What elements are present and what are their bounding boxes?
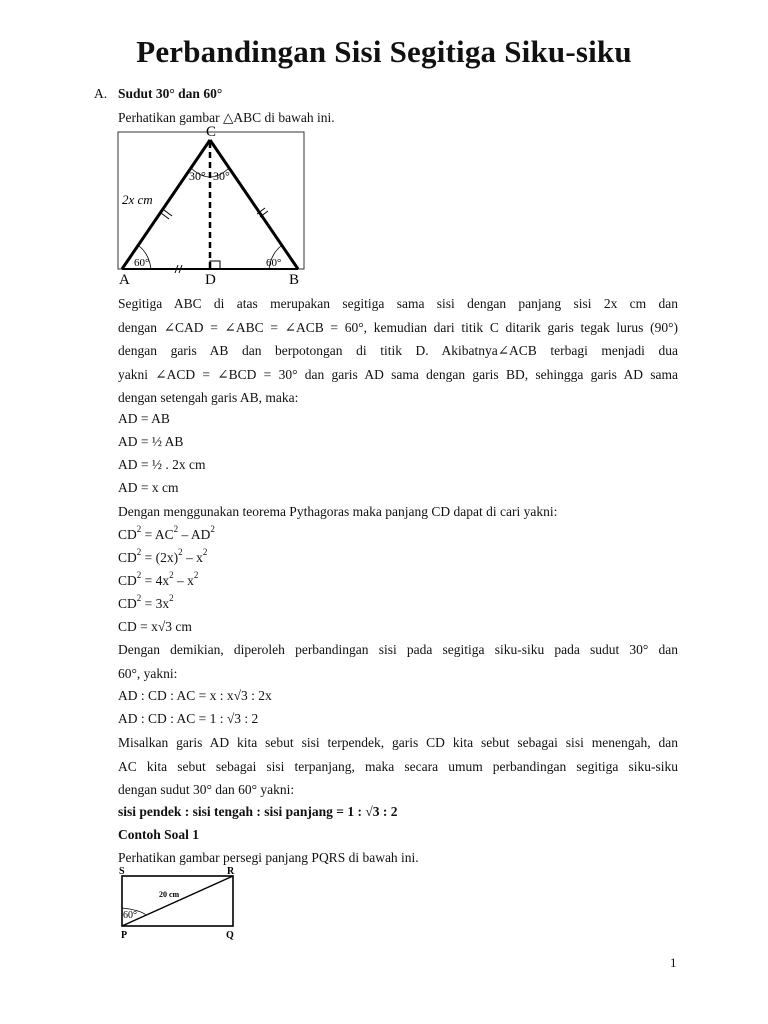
cd-step: $CD^2 = 3x^2$ bbox=[118, 592, 174, 611]
explanation-line: yakni ∠ACD = ∠BCD = 30° dan garis AD sama dengan garis BD, sehingga garis AD sama bbox=[118, 366, 678, 382]
ratio-line: AD : CD : AC = 1 : √3 : 2 bbox=[118, 711, 259, 726]
section-heading: Sudut 30° dan 60° bbox=[118, 86, 223, 101]
general-paragraph bbox=[118, 731, 678, 802]
diagonal-length-label: 20 cm bbox=[159, 890, 180, 899]
general-line: AC kita sebut sebagai sisi terpanjang, maka secara umum perbandingan segitiga siku-siku bbox=[118, 758, 678, 774]
ratio-line: AD : CD : AC = x : x√3 : 2x bbox=[118, 688, 272, 703]
vertex-s-label: S bbox=[119, 866, 125, 877]
cd-step: $CD^2 = 4x^2 - x^2$ bbox=[118, 569, 199, 588]
cd-step: CD = x√3 cm bbox=[118, 619, 192, 634]
rectangle-pqrs-figure bbox=[118, 864, 248, 944]
explanation-line: dengan garis AB dan berpotongan di titik D. Akibatnya∠ACB terbagi menjadi dua bbox=[118, 343, 678, 359]
example-text: Perhatikan gambar persegi panjang PQRS di bawah ini. bbox=[118, 850, 419, 865]
angle-c-right-label: 30° bbox=[213, 169, 230, 183]
angle-a-label: 60° bbox=[134, 257, 150, 269]
ad-step: AD = ½ AB bbox=[118, 434, 184, 449]
point-d-label: D bbox=[205, 272, 216, 288]
vertex-p-label: P bbox=[121, 930, 128, 941]
pythagoras-intro: Dengan menggunakan teorema Pythagoras maka panjang CD dapat di cari yakni: bbox=[118, 504, 558, 519]
vertex-a-label: A bbox=[119, 272, 130, 288]
side-length-label: 2x cm bbox=[122, 192, 153, 207]
cd-step: $CD^2 = AC^2 - AD^2$ bbox=[118, 523, 215, 542]
angle-b-label: 60° bbox=[266, 257, 282, 269]
ad-step: AD = AB bbox=[118, 411, 170, 426]
page-title: Perbandingan Sisi Segitiga Siku-siku bbox=[136, 34, 632, 69]
angle-p-label: 60° bbox=[123, 910, 137, 921]
ratio-intro-paragraph bbox=[118, 638, 678, 685]
ratio-intro-line: Dengan demikian, diperoleh perbandingan sisi pada segitiga siku-siku pada sudut 30° dan bbox=[118, 642, 678, 657]
example-title: Contoh Soal 1 bbox=[118, 827, 200, 842]
ratio-rule: sisi pendek : sisi tengah : sisi panjang = 1 : √3 : 2 bbox=[118, 804, 398, 819]
section-letter: A. bbox=[94, 86, 108, 101]
cd-step: $CD^2 = (2x)^2 - x^2$ bbox=[118, 546, 208, 565]
ratio-intro-line: 60°, yakni: bbox=[118, 665, 178, 681]
vertex-q-label: Q bbox=[226, 930, 234, 941]
vertex-c-label: C bbox=[206, 124, 217, 140]
explanation-paragraph bbox=[118, 292, 678, 410]
triangle-abc-figure bbox=[117, 124, 307, 288]
intro-text: Perhatikan gambar △ABC di bawah ini. bbox=[118, 110, 335, 125]
general-line: dengan sudut 30° dan 60° yakni: bbox=[118, 782, 295, 798]
vertex-r-label: R bbox=[227, 866, 235, 877]
angle-c-left-label: 30° bbox=[189, 169, 206, 183]
page-number: 1 bbox=[670, 955, 677, 970]
ad-step: AD = ½ . 2x cm bbox=[118, 457, 206, 472]
explanation-line: dengan ∠CAD = ∠ABC = ∠ACB = 60°, kemudian dari titik C ditarik garis tegak lurus (90°) bbox=[118, 319, 678, 335]
vertex-b-label: B bbox=[289, 272, 300, 288]
ad-step: AD = x cm bbox=[118, 480, 179, 495]
explanation-line: dengan setengah garis AB, maka: bbox=[118, 390, 299, 406]
explanation-line: Segitiga ABC di atas merupakan segitiga sama sisi dengan panjang sisi 2x cm dan bbox=[118, 296, 678, 311]
general-line: Misalkan garis AD kita sebut sisi terpendek, garis CD kita sebut sebagai sisi menengah, dan bbox=[118, 735, 678, 750]
